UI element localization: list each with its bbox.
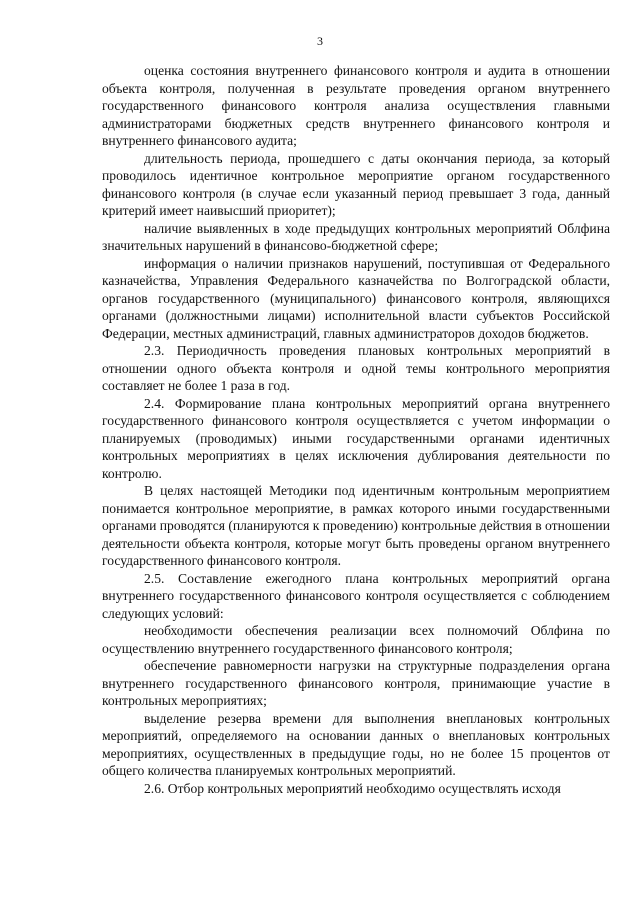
paragraph-previous-violations: наличие выявленных в ходе предыдущих контрольных мероприятий Облфина значительных нарушений в финансово-бюджетной сфере; <box>102 220 610 253</box>
paragraph-period-duration: длительность периода, прошедшего с даты окончания периода, за который проводилось идентичное контрольное мероприятие органом государственного финансового контроля (в случае если указанный период превышает 3 года, данный критерий имеет наивысший приоритет); <box>102 150 610 218</box>
paragraph-2-3: 2.3. Периодичность проведения плановых контрольных мероприятий в отношении одного объекта контроля и одной темы контрольного мероприятия составляет не более 1 раза в год. <box>102 343 610 393</box>
paragraph-2-5: 2.5. Составление ежегодного плана контрольных мероприятий органа внутреннего государственного финансового контроля осуществляется с соблюдением следующих условий: <box>102 570 610 621</box>
paragraph-condition-reserve: выделение резерва времени для выполнения внеплановых контрольных мероприятий, определяемого на основании данных о внеплановых контрольных мероприятиях, осуществленных в предыдущие годы, но не более 15 процентов от общего количества планируемых контрольных мероприятий. <box>102 710 610 778</box>
paragraph-2-4: 2.4. Формирование плана контрольных мероприятий органа внутреннего государственного финансового контроля осуществляется с учетом информации о планируемых (проводимых) иными государственными органами идентичных контрольных мероприятиях в целях исключения дублирования деятельности по контролю. <box>102 395 610 481</box>
paragraph-identical-event-definition: В целях настоящей Методики под идентичным контрольным мероприятием понимается контрольное мероприятие, в рамках которого иными государственными органами проводятся (планируются к проведению) контрольные действия в отношении деятельности объекта контроля, которые могут быть проведены органом внутреннего государственного финансового контроля. <box>102 483 610 568</box>
page-number: 3 <box>317 34 323 48</box>
paragraph-2-6: 2.6. Отбор контрольных мероприятий необходимо осуществлять исходя <box>144 780 561 796</box>
paragraph-condition-workload: обеспечение равномерности нагрузки на структурные подразделения органа внутреннего государственного финансового контроля, принимающие участие в контрольных мероприятиях; <box>102 658 610 708</box>
document-body <box>102 62 610 797</box>
paragraph-assessment-internal-control: оценка состояния внутреннего финансового контроля и аудита в отношении объекта контроля, полученная в результате проведения органом внутреннего государственного финансового контроля анализа осуществления главными администраторами бюджетных средств внутреннего финансового контроля и внутреннего финансового аудита; <box>102 63 610 148</box>
paragraph-condition-powers: необходимости обеспечения реализации всех полномочий Облфина по осуществлению внутреннего государственного финансового контроля; <box>102 623 610 656</box>
paragraph-violation-information: информация о наличии признаков нарушений, поступившая от Федерального казначейства, Управления Федерального казначейства по Волгоградской области, органов государственного (муниципального) финансового контроля, являющихся органами (должностными лицами) исполнительной власти субъектов Российской Федерации, местных администраций, главных администраторов доходов бюджетов. <box>102 255 610 341</box>
